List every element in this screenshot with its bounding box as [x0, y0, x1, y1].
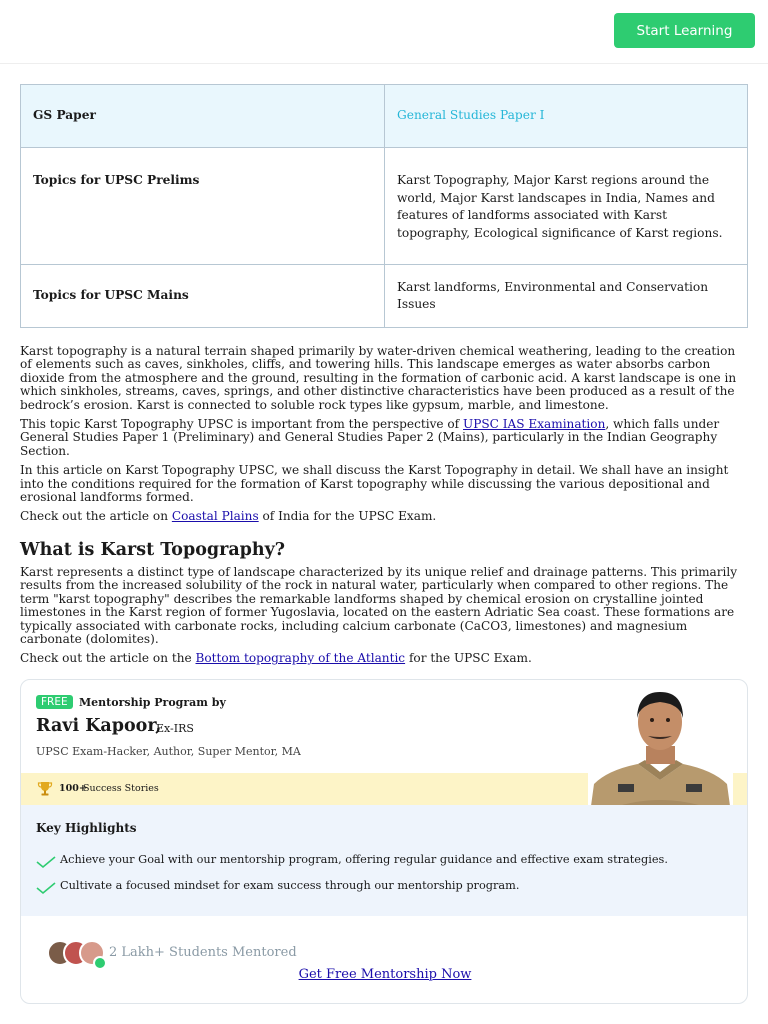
highlight-item — [36, 849, 668, 869]
article-body — [20, 345, 748, 672]
table-value-cell: General Studies Paper I — [385, 85, 748, 148]
highlight-text: Cultivate a focused mindset for exam success through our mentorship program. — [60, 878, 520, 892]
get-free-mentorship-link[interactable]: Get Free Mentorship Now — [298, 967, 472, 982]
check-icon — [36, 881, 56, 895]
table-key-cell: Topics for UPSC Mains — [21, 265, 385, 328]
students-mentored-label: 2 Lakh+ Students Mentored — [109, 945, 297, 960]
mentor-subtitle: UPSC Exam-Hacker, Author, Super Mentor, MA — [36, 745, 301, 758]
table-row — [21, 265, 748, 328]
paragraph-text: Check out the article on — [20, 509, 172, 524]
definition-paragraph: Karst represents a distinct type of landscape characterized by its unique relief and drainage patterns. This primarily results from the increased solubility of the rock in natural water, particularly when compared to other regions. The term "karst topography" describes the remarkable landforms shaped by chemical erosion on crystalline jointed limestones in the Karst region of former Yugoslavia, located on the eastern Adriatic Sea coast. These formations are typically associated with carbonate rocks, including calcium carbonate (CaCO3, limestones) and magnesium carbonate (dolomites). — [20, 564, 738, 646]
trophy-icon — [37, 781, 53, 797]
paragraph-text: This topic Karst Topography UPSC is important from the perspective of — [20, 417, 464, 432]
check-icon — [36, 855, 56, 869]
atlantic-topography-link[interactable]: Bottom topography of the Atlantic — [195, 651, 406, 666]
table-key-cell: Topics for UPSC Prelims — [21, 148, 385, 265]
stories-label: Success Stories — [83, 783, 159, 794]
program-label: Mentorship Program by — [79, 696, 226, 709]
mentorship-card — [20, 679, 748, 1004]
table-row — [21, 85, 748, 148]
paragraph-text: , which falls under General Studies Paper 1 (Preliminary) and General Studies Paper 2 (Mains), particularly in the Indian Geography Section. — [20, 417, 720, 458]
importance-paragraph — [20, 418, 748, 458]
coastal-plains-link[interactable]: Coastal Plains — [171, 509, 259, 524]
syllabus-table — [20, 84, 748, 328]
student-avatars — [47, 938, 95, 968]
free-badge: FREE — [36, 695, 73, 709]
atlantic-paragraph — [20, 652, 748, 665]
highlights-title: Key Highlights — [36, 821, 137, 835]
paragraph-text: for the UPSC Exam. — [405, 651, 532, 666]
table-row — [21, 148, 748, 265]
intro-paragraph: Karst topography is a natural terrain shaped primarily by water-driven chemical weathering, leading to the creation of elements such as caves, sinkholes, cliffs, and towering hills. This landscape emerges as water absorbs carbon dioxide from the atmosphere and the ground, resulting in the formation of carbonic acid. A karst landscape is one in which sinkholes, streams, caves, springs, and other distinctive characteristics have been produced as a result of the bedrock’s erosion. Karst is connected to soluble rock types like gypsum, marble, and limestone. — [20, 344, 737, 412]
upsc-ias-link[interactable]: UPSC IAS Examination — [463, 417, 606, 432]
coastal-plains-paragraph — [20, 510, 748, 523]
mentor-name: Ravi Kapoor, — [36, 716, 162, 736]
paragraph-text: of India for the UPSC Exam. — [258, 509, 437, 524]
start-learning-button[interactable]: Start Learning — [614, 13, 755, 48]
article-scope-paragraph: In this article on Karst Topography UPSC, we shall discuss the Karst Topography in detail. We shall have an insight into the conditions required for the formation of Karst topography while discussing the various depositional and erosional landforms formed. — [20, 463, 729, 505]
top-bar — [0, 0, 768, 64]
table-key-cell: GS Paper — [21, 85, 385, 148]
mentor-title: Ex-IRS — [156, 722, 194, 735]
table-value-cell: Karst landforms, Environmental and Conservation Issues — [385, 265, 748, 328]
stories-count: 100+ — [59, 783, 87, 794]
paragraph-text: Check out the article on the — [20, 651, 196, 666]
highlight-item — [36, 875, 519, 895]
table-value-cell: Karst Topography, Major Karst regions around the world, Major Karst landscapes in India, Names and features of landforms associated with Karst topography, Ecological significance of Karst regions. — [385, 148, 748, 265]
key-highlights-section — [21, 805, 748, 916]
highlight-text: Achieve your Goal with our mentorship program, offering regular guidance and effective exam strategies. — [60, 852, 668, 866]
section-heading: What is Karst Topography? — [20, 539, 286, 560]
